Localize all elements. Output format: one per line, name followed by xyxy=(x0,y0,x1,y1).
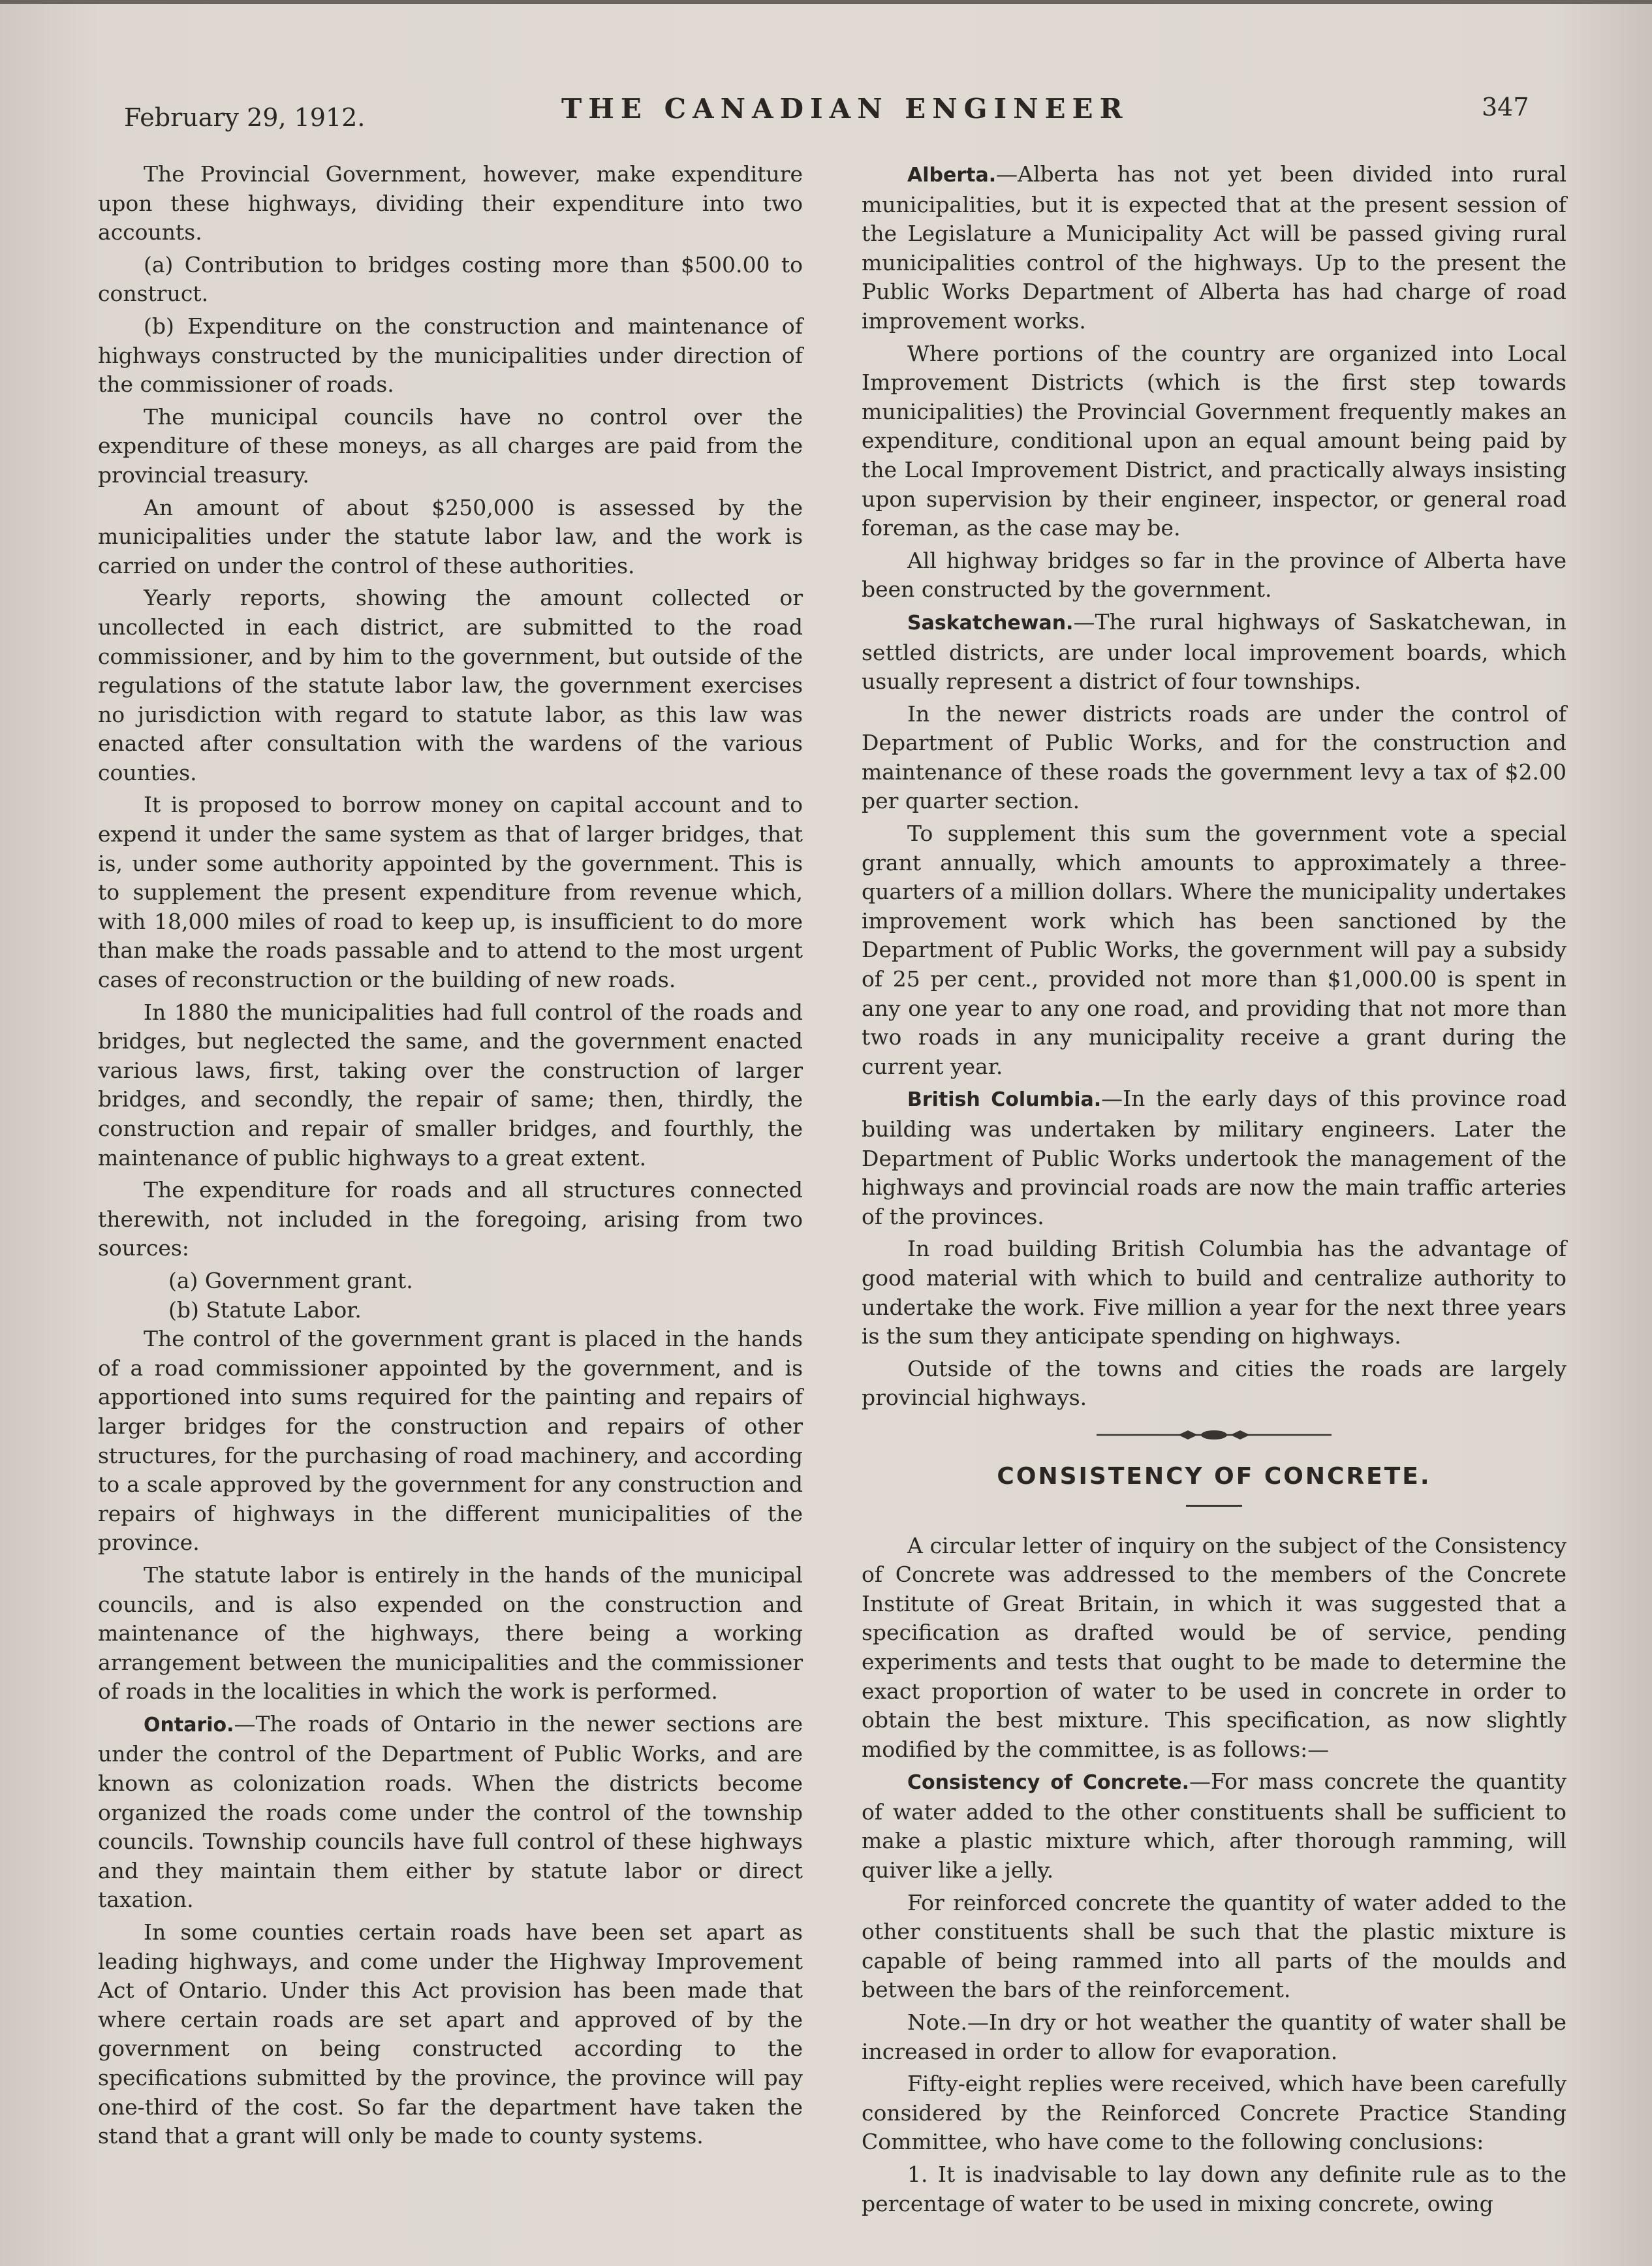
page-number: 347 xyxy=(1482,93,1529,121)
paragraph-alberta xyxy=(862,160,1566,336)
heading-rule xyxy=(1186,1505,1242,1507)
paragraph: It is proposed to borrow money on capital account and to expend it under the same system as that of larger bridges, that is, under some authority appointed by the government. This is to supplement the present expenditure from revenue which, with 18,000 miles of road to keep up, is insufficient to do more than make the roads passable and to attend to the most urgent cases of reconstruction or the building of new roads. xyxy=(98,792,803,993)
paragraph-consistency xyxy=(862,1767,1566,1885)
paragraph: All highway bridges so far in the province of Alberta have been constructed by the government. xyxy=(862,547,1566,603)
paragraph-ontario xyxy=(98,1710,803,1915)
paragraph: 1. It is inadvisable to lay down any definite rule as to the percentage of water to be used in mixing concrete, owing xyxy=(862,2162,1566,2216)
paragraph: (b) Expenditure on the construction and maintenance of highways constructed by the municipalities under direction of the commissioner of roads. xyxy=(98,313,803,398)
right-column xyxy=(862,160,1566,2222)
run-in-heading: Saskatchewan. xyxy=(907,611,1074,635)
paragraph: A circular letter of inquiry on the subject of the Consistency of Concrete was addressed to the members of the Concrete Institute of Great Britain, in which it was suggested that a specification as drafted would be of service, pending experiments and tests that ought to be made to determine the exact proportion of water to be used in concrete in order to obtain the best mixture. This specification, as now slightly modified by the committee, is as follows:— xyxy=(862,1532,1566,1762)
paragraph: The Provincial Government, however, make expenditure upon these highways, dividing their expenditure into two accounts. xyxy=(98,161,803,245)
paragraph-text: —Alberta has not yet been divided into rural municipalities, but it is expected that at the present session of the Legislature a Municipality Act will be passed giving rural municipalities control of the highways. Up to the present the Public Works Department of Alberta has had charge of road improvement works. xyxy=(862,161,1566,334)
header-date: February 29, 1912. xyxy=(124,103,366,132)
paragraph-text: —For mass concrete the quantity of water added to the other constituents shall be sufficient to make a plastic mixture which, after thorough ramming, will quiver like a jelly. xyxy=(862,1769,1566,1883)
run-in-heading: Consistency of Concrete. xyxy=(907,1771,1190,1795)
paragraph-text: —In the early days of this province road building was undertaken by military engineers. Later the Department of Public Works undertook the management of the highways and provincial roads are now the main traffic arteries of the provinces. xyxy=(862,1086,1566,1229)
paragraph: For reinforced concrete the quantity of water added to the other constituents shall be such that the plastic mixture is capable of being rammed into all parts of the moulds and between the bars of the reinforcement. xyxy=(862,1889,1566,2003)
paragraph: The control of the government grant is placed in the hands of a road commissioner appointed by the government, and is apportioned into sums required for the painting and repairs of larger bridges for the construction and repairs of other structures, for the purchasing of road machinery, and according to a scale approved by the government for any construction and repairs of highways in the different municipalities of the province. xyxy=(98,1326,803,1556)
paragraph: The expenditure for roads and all structures connected therewith, not included in the foregoing, arising from two sources: xyxy=(98,1177,803,1261)
paragraph: The statute labor is entirely in the hands of the municipal councils, and is also expended on the construction and maintenance of the highways, there being a working arrangement between the municipalities and the commissioner of roads in the localities in which the work is performed. xyxy=(98,1562,803,1705)
paragraph-text: —The rural highways of Saskatchewan, in settled districts, are under local improvement boards, which usually represent a district of four townships. xyxy=(862,608,1566,695)
left-column xyxy=(98,160,803,2154)
paragraph: An amount of about $250,000 is assessed by the municipalities under the statute labor law, and the work is carried on under the control of these authorities. xyxy=(98,494,803,578)
list-item: (a) Government grant. xyxy=(168,1267,413,1293)
list-item: (b) Statute Labor. xyxy=(168,1297,362,1323)
paragraph-saskatchewan xyxy=(862,608,1566,697)
paragraph: Yearly reports, showing the amount collected or uncollected in each district, are submitted to the road commissioner, and by him to the government, but outside of the regulations of the statute labor law, the government exercises no jurisdiction with regard to statute labor, as this law was enacted after consultation with the wardens of the various counties. xyxy=(98,585,803,785)
paragraph-text: —The roads of Ontario in the newer sections are under the control of the Department of Public Works, and are known as colonization roads. When the districts become organized the roads come under the control of the township councils. Township councils have full control of these highways and they maintain them either by statute labor or direct taxation. xyxy=(98,1710,803,1913)
paragraph: Fifty-eight replies were received, which have been carefully considered by the Reinforced Concrete Practice Standing Committee, who have come to the following conclusions: xyxy=(862,2071,1566,2155)
paragraph: To supplement this sum the government vote a special grant annually, which amounts to approximately a three-quarters of a million dollars. Where the municipality undertakes improvement work which has been sanctioned by the Department of Public Works, the government will pay a subsidy of 25 per cent., provided not more than $1,000.00 is spent in any one year to any one road, and providing that not more than two roads in any municipality receive a grant during the current year. xyxy=(862,821,1566,1079)
paragraph: (a) Contribution to bridges costing more than $500.00 to construct. xyxy=(98,251,803,307)
paragraph: Outside of the towns and cities the roads are largely provincial highways. xyxy=(862,1355,1566,1411)
paragraph: Where portions of the country are organized into Local Improvement Districts (which is the first step towards municipalities) the Provincial Government frequently makes an expenditure, conditional upon an equal amount being paid by the Local Improvement District, and practically always insisting upon supervision by their engineer, inspector, or general road foreman, as the case may be. xyxy=(862,340,1566,541)
run-in-heading: Alberta. xyxy=(907,164,997,187)
paragraph: Note.—In dry or hot weather the quantity of water shall be increased in order to allow for evaporation. xyxy=(862,2009,1566,2064)
section-heading: CONSISTENCY OF CONCRETE. xyxy=(997,1462,1431,1490)
paragraph: In 1880 the municipalities had full control of the roads and bridges, but neglected the same, and the government enacted various laws, first, taking over the construction of larger bridges, and secondly, the repair of same; then, thirdly, the construction and repair of smaller bridges, and fourthly, the maintenance of public highways to a great extent. xyxy=(98,999,803,1171)
paragraph-british-columbia xyxy=(862,1084,1566,1231)
ornament-divider xyxy=(1097,1427,1332,1443)
paragraph: In the newer districts roads are under the control of Department of Public Works, and for the construction and maintenance of these roads the government levy a tax of $2.00 per quarter section. xyxy=(862,700,1566,814)
journal-title: THE CANADIAN ENGINEER xyxy=(561,93,1129,125)
running-header xyxy=(124,90,1547,142)
paragraph: In some counties certain roads have been set apart as leading highways, and come under the Highway Improvement Act of Ontario. Under this Act provision has been made that where certain roads are set apart and approved of by the government on being constructed according to the specifications submitted by the province, the province will pay one-third of the cost. So far the department have taken the stand that a grant will only be made to county systems. xyxy=(98,1919,803,2149)
paragraph: The municipal councils have no control over the expenditure of these moneys, as all charges are paid from the provincial treasury. xyxy=(98,403,803,488)
run-in-heading: British Columbia. xyxy=(907,1088,1102,1112)
scan-top-edge xyxy=(0,0,1652,4)
run-in-heading: Ontario. xyxy=(144,1713,234,1737)
paragraph: In road building British Columbia has the advantage of good material with which to build and centralize authority to undertake the work. Five million a year for the next three years is the sum they anticipate spending on highways. xyxy=(862,1236,1566,1349)
